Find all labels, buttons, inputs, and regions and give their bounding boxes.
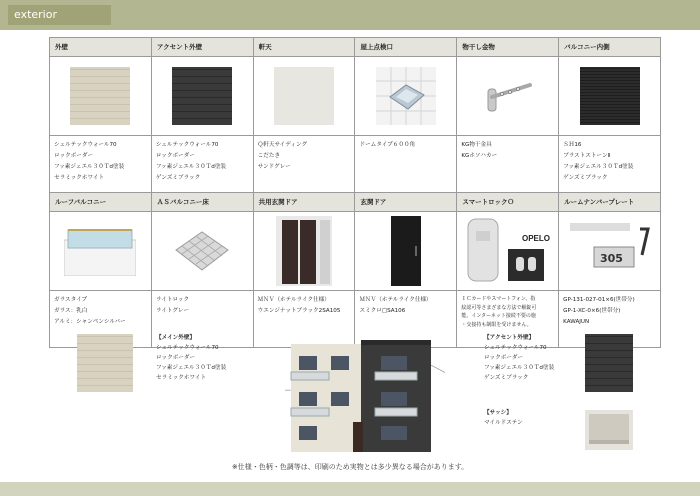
spec-text [50, 136, 152, 193]
cell-title: 屋上点検口 [355, 38, 457, 57]
sash-title: 【サッシ】 [484, 410, 512, 416]
sash-spec [484, 408, 523, 428]
spec-line: ライトグレー [155, 308, 190, 314]
table-row-header [50, 193, 661, 212]
main-wall-spec [156, 333, 226, 383]
table-row-images [50, 212, 661, 291]
section-tab: exterior [8, 5, 111, 25]
spec-line: GP-131-027-01×6(世帯分) [563, 297, 635, 303]
spec-text [559, 136, 661, 193]
table-row-images [50, 57, 661, 136]
spec-text [355, 136, 457, 193]
spec-line: ロックボーダー [156, 355, 196, 361]
cell-title: ルームナンバープレート [559, 193, 661, 212]
main-wall-title: 【メイン外壁】 [156, 335, 196, 341]
cell-title: ＡＳバルコニー床 [151, 193, 253, 212]
main-wall-swatch [77, 334, 133, 392]
spec-line: ガラスタイプ [54, 297, 88, 303]
brand-label: OPELO [521, 234, 550, 243]
spec-line: 紋認可等さまざまな方法で解錠可 [461, 304, 537, 311]
bottom-banner [0, 482, 700, 496]
spec-line: ゲンズミブラック [155, 175, 201, 181]
cell-title: 玄関ドア [355, 193, 457, 212]
spec-line: マイルドステン [484, 420, 523, 426]
image-cell [50, 57, 152, 136]
stone-icon [70, 67, 130, 125]
spec-line: 能。インターネット接続不要の施 [461, 313, 536, 319]
number-plate-icon [568, 221, 652, 281]
cell-title: ルーフバルコニー [50, 193, 152, 212]
building-elevation-image [285, 332, 445, 454]
spec-line: アルミ：シャンペンシルバー [54, 319, 126, 325]
spec-line: フッ素ジェエル３０Ｔd塗装 [54, 164, 125, 170]
spec-line: ガラス：乳白 [54, 308, 88, 314]
hanger-icon [478, 67, 538, 125]
spec-line: KAWAJUN [563, 319, 590, 325]
cell-title: 物干し金物 [457, 38, 559, 57]
image-cell [50, 212, 152, 291]
cell-title: 軒天 [253, 38, 355, 57]
door-icon [391, 216, 421, 286]
accent-wall-spec [484, 333, 554, 383]
image-cell [355, 57, 457, 136]
spec-line: サンドグレー [257, 164, 291, 170]
spec-line: セラミックホワイト [156, 375, 207, 381]
spec-line: ＭＮＶ（ホテルライク仕様） [257, 297, 330, 303]
spec-text [457, 136, 559, 193]
sash-swatch [585, 410, 633, 450]
cell-title: バルコニー内側 [559, 38, 661, 57]
spec-line: スミクロ□SA106 [359, 308, 406, 314]
dark-stripe-icon [580, 67, 640, 125]
floor-tile-icon [172, 226, 232, 276]
image-cell [253, 212, 355, 291]
spec-line: ＳＨ16 [563, 142, 582, 148]
spec-line: シェルテックウォール70 [156, 345, 219, 351]
spec-line: ドームタイプ６００角 [359, 142, 416, 148]
spec-line: フッ素ジェエル３０Ｔd塗装 [563, 164, 634, 170]
plate-number: 305 [599, 252, 623, 265]
image-cell [457, 57, 559, 136]
cell-title: 外壁 [50, 38, 152, 57]
spec-line: KG物干金具 [461, 142, 492, 148]
hatch-icon [376, 67, 436, 125]
spec-text [253, 136, 355, 193]
spec-line: シェルテックウォール70 [484, 345, 547, 351]
image-cell [457, 212, 559, 291]
accent-wall-title: 【アクセント外壁】 [484, 335, 535, 341]
spec-line: ゲンズミブラック [563, 175, 608, 181]
spec-line: シェルテックウォール70 [54, 142, 117, 148]
double-door-icon [276, 216, 332, 286]
image-cell [559, 57, 661, 136]
spec-line: ウエンジナットブラック2SA105 [257, 308, 341, 314]
accent-wall-swatch [585, 334, 633, 392]
spec-table [49, 37, 661, 348]
spec-line: フッ素ジェエル３０Ｔd塗装 [155, 164, 227, 170]
cell-title: 共用玄関ドア [253, 193, 355, 212]
spec-line: ゲンズミブラック [484, 375, 529, 381]
spec-line: ライトロック [155, 297, 190, 303]
spec-line: ブラストストーンⅡ [563, 153, 611, 159]
spec-line: ロックボーダー [155, 153, 195, 159]
image-cell [151, 212, 253, 291]
image-cell [253, 57, 355, 136]
table-row-text [50, 136, 661, 193]
plain-icon [274, 67, 334, 125]
spec-line: ＩＣカードやスマートフォン、指 [461, 296, 536, 302]
image-cell [559, 212, 661, 291]
spec-line: セラミックホワイト [54, 175, 105, 181]
top-banner [0, 0, 700, 30]
spec-line: シェルテックウォール70 [155, 142, 219, 148]
spec-line: ロックボーダー [484, 355, 524, 361]
dark-stone-icon [172, 67, 232, 125]
spec-line: こだたき [257, 153, 281, 159]
smart-lock-icon [464, 217, 552, 285]
image-cell [355, 212, 457, 291]
footnote: ※仕様・色柄・色調等は、印刷のため実物とは多少異なる場合があります。 [231, 463, 469, 471]
spec-line: GP-1-XC-0×6(世帯分) [563, 308, 621, 314]
image-cell [151, 57, 253, 136]
spec-line: フッ素ジェエル３０Ｔd塗装 [156, 365, 227, 371]
spec-line: フッ素ジェエル３０Ｔd塗装 [484, 365, 555, 371]
spec-line: ＭＮＶ（ホテルライク仕様） [359, 297, 432, 303]
cell-title: アクセント外壁 [151, 38, 253, 57]
spec-line: ロックボーダー [54, 153, 94, 159]
spec-text [151, 136, 253, 193]
cell-title: スマートロックＯ [457, 193, 559, 212]
table-row-header [50, 38, 661, 57]
spec-line: ・交接持も制限を受けません。 [461, 321, 532, 328]
glass-railing-icon [64, 226, 136, 276]
spec-line: Ｑ軒天サイディング [257, 142, 308, 148]
spec-line: KGホソハカー [461, 153, 498, 159]
